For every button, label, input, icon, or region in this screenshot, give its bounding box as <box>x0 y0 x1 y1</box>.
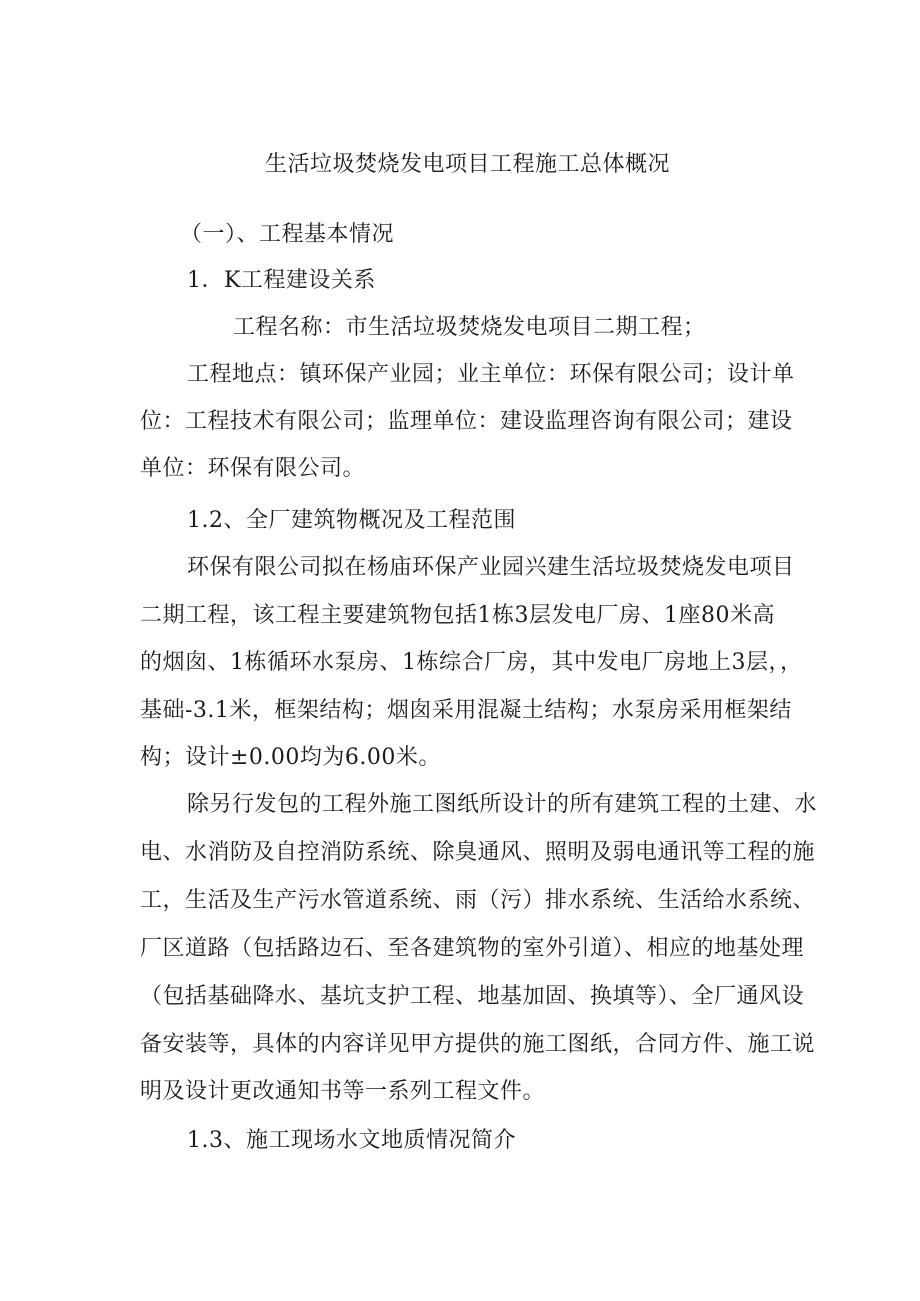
subsection-heading-1-3: 1.3、施工现场水文地质情况简介 <box>187 1128 516 1153</box>
paragraph-2-line-2: 二期工程，该工程主要建筑物包括1栋3层发电厂房、1座80米高 <box>140 603 775 628</box>
section-heading: （一）、工程基本情况 <box>180 222 395 247</box>
paragraph-3-line-2: 电、水消防及自控消防系统、除臭通风、照明及弱电通讯等工程的施 <box>140 840 816 865</box>
paragraph-1-line-2: 位：工程技术有限公司；监理单位：建设监理咨询有限公司；建设 <box>140 409 793 434</box>
paragraph-3-line-1: 除另行发包的工程外施工图纸所设计的所有建筑工程的土建、水 <box>187 792 818 817</box>
paragraph-2-line-3: 的烟囱、1栋循环水泵房、1栋综合厂房，其中发电厂房地上3层，， <box>140 650 803 675</box>
paragraph-2-line-5: 构；设计±0.00均为6.00米。 <box>140 745 441 770</box>
project-name-line: 工程名称：市生活垃圾焚烧发电项目二期工程； <box>233 315 706 340</box>
paragraph-3-line-4: 厂区道路（包括路边石、至各建筑物的室外引道）、相应的地基处理 <box>140 936 805 961</box>
subsection-heading-1-2: 1.2、全厂建筑物概况及工程范围 <box>187 508 516 533</box>
paragraph-3-line-6: 备安装等，具体的内容详见甲方提供的施工图纸，合同方件、施工说 <box>140 1032 816 1057</box>
paragraph-3-line-3: 工，生活及生产污水管道系统、雨（污）排水系统、生活给水系统、 <box>140 888 816 913</box>
subsection-heading-1-1: 1．K工程建设关系 <box>187 268 376 293</box>
paragraph-2-line-4: 基础-3.1米，框架结构；烟囱采用混凝土结构；水泵房采用框架结 <box>140 698 792 723</box>
paragraph-2-line-1: 环保有限公司拟在杨庙环保产业园兴建生活垃圾焚烧发电项目 <box>187 555 795 580</box>
paragraph-1-line-1: 工程地点：镇环保产业园；业主单位：环保有限公司；设计单 <box>187 362 795 387</box>
paragraph-3-line-5: （包括基础降水、基坑支护工程、地基加固、换填等）、全厂通风设 <box>140 984 805 1009</box>
document-title: 生活垃圾焚烧发电项目工程施工总体概况 <box>265 152 671 177</box>
paragraph-1-line-3: 单位：环保有限公司。 <box>140 456 366 481</box>
paragraph-3-line-7: 明及设计更改通知书等一系列工程文件。 <box>140 1079 546 1104</box>
